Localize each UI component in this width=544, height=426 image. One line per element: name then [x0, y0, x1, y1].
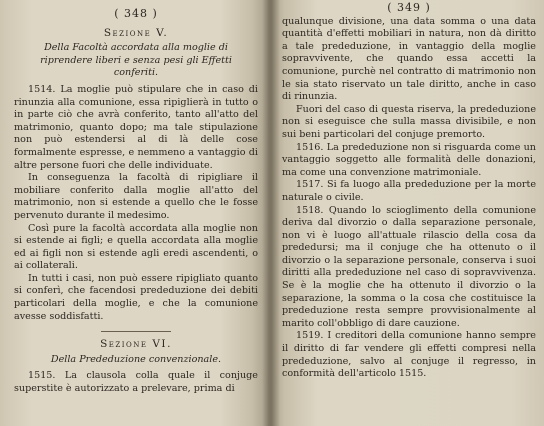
- paragraph: 1519. I creditori della comunione hanno sempre il diritto di far vendere gli effetti compresi nella prededuzione, salvo al conjuge il regresso, in conformità dell'articolo 1515.: [282, 330, 536, 380]
- page-number: ( 348 ): [114, 7, 158, 20]
- paragraph: Fuori del caso di questa riserva, la prededuzione non si eseguisce che sulla massa divisibile, e non sui beni particolari del conjuge premorto.: [282, 103, 536, 140]
- paragraph: 1516. La prededuzione non si risguarda come un vantaggio soggetto alle formalità delle donazioni, ma come una convenzione matrimoniale.: [282, 141, 536, 178]
- paragraph: qualunque divisione, una data somma o una data quantità d'effetti mobiliari in natura, non dà diritto a tale prededuzione, in vantaggio della moglie sopravvivente, che quando essa accetti la comunione, purchè nel contratto di matrimonio non le sia stato riservato un tale diritto, anche in caso di rinunzia.: [282, 15, 536, 103]
- paragraph: In tutti i casi, non può essere ripigliato quanto si conferì, che facendosi prededuzione dei debiti particolari della moglie, e che la comunione avesse soddisfatti.: [14, 272, 258, 322]
- section-title: Sezione VI.: [100, 338, 172, 351]
- paragraph: Così pure la facoltà accordata alla moglie non si estende ai figli; e quella accordata alla moglie ed ai figli non si estende agli eredi ascendenti, o ai collaterali.: [14, 222, 258, 272]
- page-number: ( 349 ): [387, 1, 431, 14]
- paragraph: 1517. Si fa luogo alla prededuzione per la morte naturale o civile.: [282, 179, 536, 203]
- paragraph: 1518. Quando lo scioglimento della comunione deriva dal divorzio o dalla separazione personale, non vi è luogo all'attuale rilascio della cosa da prededursi; ma il conjuge che ha ottenuto o il divorzio o la separazione personale, conserva i suoi diritti alla prededuzione nel caso di sopravvivenza. Se è la moglie che ha ottenuto il divorzio o la separazione, la somma o la cosa che costituisce la prededuzione resta sempre provvisionalmente al marito coll'obbligo di dare cauzione.: [282, 204, 536, 329]
- book-gutter: [262, 0, 280, 426]
- paragraph: 1515. La clausola colla quale il conjuge superstite è autorizzato a prelevare, prima di: [14, 370, 258, 395]
- section-divider: [101, 331, 171, 332]
- paragraph: 1514. La moglie può stipulare che in caso di rinunzia alla comunione, essa ripiglierà in tutto o in parte ciò che avrà conferito, tanto all'atto del matrimonio, quanto dopo; ma tale stipulazione non può estendersi al di là delle cose formalmente espresse, e nemmeno a vantaggio di altre persone fuori che delle individuate.: [14, 83, 258, 171]
- left-page: [0, 0, 268, 426]
- section-heading: Della Prededuzione convenzionale.: [50, 353, 222, 365]
- section-heading: Della Facoltà accordata alla moglie di riprendere liberi e senza pesi gli Effetti conferiti.: [40, 42, 232, 79]
- right-page: [268, 0, 544, 426]
- paragraph: In conseguenza la facoltà di ripigliare il mobiliare conferito dalla moglie all'atto del matrimonio, non si estende a quello che le fosse pervenuto durante il medesimo.: [14, 172, 258, 221]
- section-title: Sezione V.: [103, 26, 169, 39]
